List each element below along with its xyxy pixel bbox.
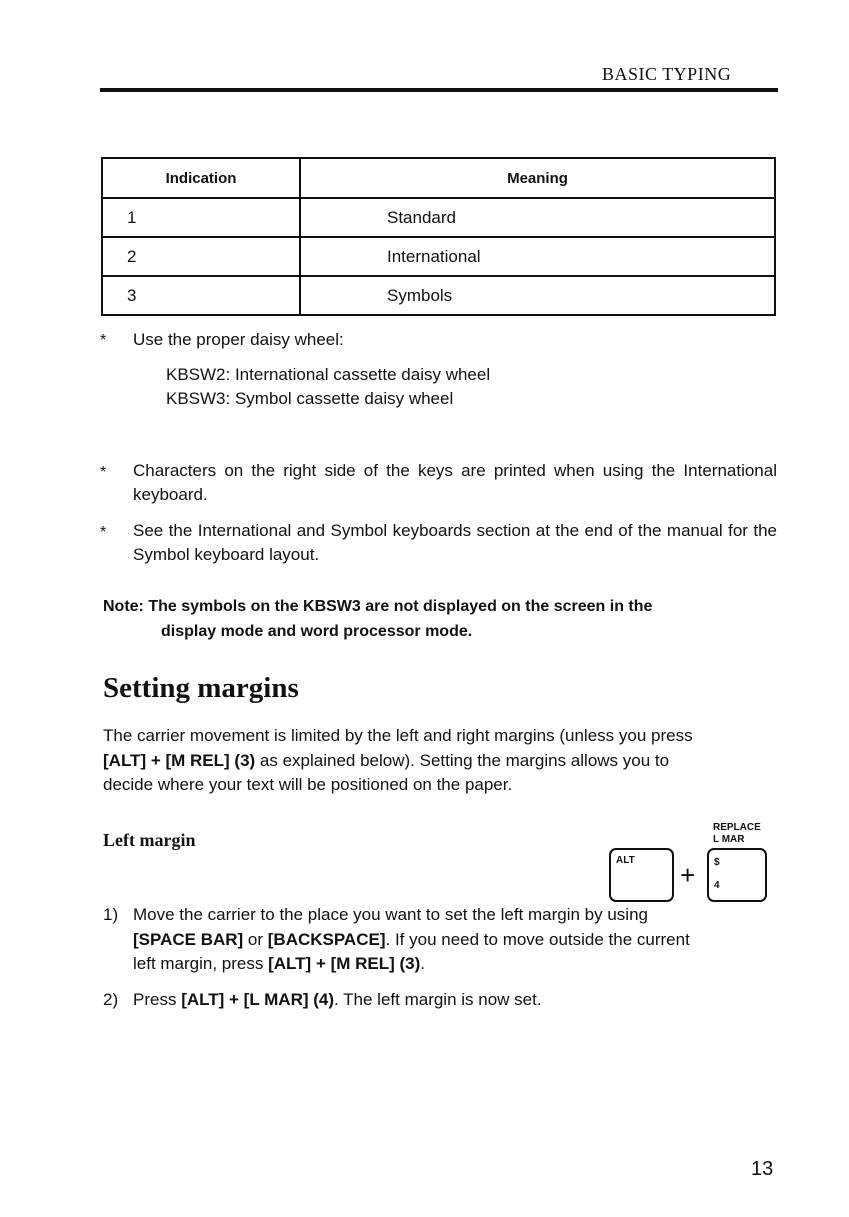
table-row xyxy=(102,276,775,315)
alt-key-icon xyxy=(609,848,674,902)
step-1-line-3-text: left margin, press xyxy=(133,954,269,973)
table-row xyxy=(102,237,775,276)
intro-line-3: decide where your text will be positioned on the paper. xyxy=(103,775,513,794)
meaning-cell: International xyxy=(300,237,775,276)
step-2-number: 2) xyxy=(103,990,119,1009)
key-combo-alt-mrel: [ALT] + [M REL] (3) xyxy=(103,751,256,770)
indication-cell: 2 xyxy=(102,237,300,276)
key-backspace: [BACKSPACE] xyxy=(267,930,386,949)
bullet-star: * xyxy=(100,524,107,541)
bullet-text-international-keys: Characters on the right side of the keys are printed when using the International keyboard. xyxy=(133,461,777,504)
section-title: Setting margins xyxy=(103,672,299,704)
step-1-line-3 xyxy=(133,952,425,976)
indication-table xyxy=(101,157,776,316)
step-1-line-2 xyxy=(133,928,690,952)
key-top-label-replace: REPLACE xyxy=(713,822,761,833)
key-space-bar: [SPACE BAR] xyxy=(133,930,244,949)
step-1-period: . xyxy=(420,954,426,973)
lmar-key-symbol: $ xyxy=(714,857,720,868)
intro-line-1: The carrier movement is limited by the left and right margins (unless you press xyxy=(103,726,693,745)
step-1-number: 1) xyxy=(103,905,119,924)
alt-key-label: ALT xyxy=(616,855,635,866)
bullet-text-symbol-keyboard: See the International and Symbol keyboards section at the end of the manual for the Symbol keyboard layout. xyxy=(133,521,777,564)
page-number: 13 xyxy=(751,1158,774,1180)
step-2-text-c: . The left margin is now set. xyxy=(334,990,542,1009)
bullet-star: * xyxy=(100,464,107,481)
running-header: BASIC TYPING xyxy=(602,64,732,84)
column-header-meaning: Meaning xyxy=(300,158,775,198)
indication-cell: 3 xyxy=(102,276,300,315)
step-1-line-1: Move the carrier to the place you want to set the left margin by using xyxy=(133,905,648,924)
key-combo-alt-lmar: [ALT] + [L MAR] (4) xyxy=(181,990,335,1009)
lmar-key-icon xyxy=(707,848,767,902)
step-2-text-a: Press xyxy=(133,990,182,1009)
key-combo-alt-mrel: [ALT] + [M REL] (3) xyxy=(268,954,421,973)
column-header-indication: Indication xyxy=(102,158,300,198)
intro-line-2 xyxy=(103,749,669,773)
key-top-label-lmar: L MAR xyxy=(713,834,745,845)
intro-line-2-text: as explained below). Setting the margins allows you to xyxy=(255,751,670,770)
plus-sign: + xyxy=(680,860,696,890)
indication-cell: 1 xyxy=(102,198,300,237)
step-2-line xyxy=(133,988,542,1012)
bullet-text-daisy-wheel: Use the proper daisy wheel: xyxy=(133,330,344,349)
step-1-or: or xyxy=(243,930,268,949)
meaning-cell: Symbols xyxy=(300,276,775,315)
note-line-2: display mode and word processor mode. xyxy=(161,623,473,640)
bullet-subtext-kbsw2: KBSW2: International cassette daisy wheel xyxy=(166,365,491,384)
header-rule xyxy=(100,88,778,92)
lmar-key-number: 4 xyxy=(714,880,720,891)
table-header-row xyxy=(102,158,775,198)
note-line-1: Note: The symbols on the KBSW3 are not displayed on the screen in the xyxy=(103,598,653,615)
table-row xyxy=(102,198,775,237)
subsection-title: Left margin xyxy=(103,830,196,850)
step-1-line-2-text: . If you need to move outside the current xyxy=(385,930,690,949)
bullet-subtext-kbsw3: KBSW3: Symbol cassette daisy wheel xyxy=(166,389,454,408)
bullet-star: * xyxy=(100,332,107,349)
meaning-cell: Standard xyxy=(300,198,775,237)
